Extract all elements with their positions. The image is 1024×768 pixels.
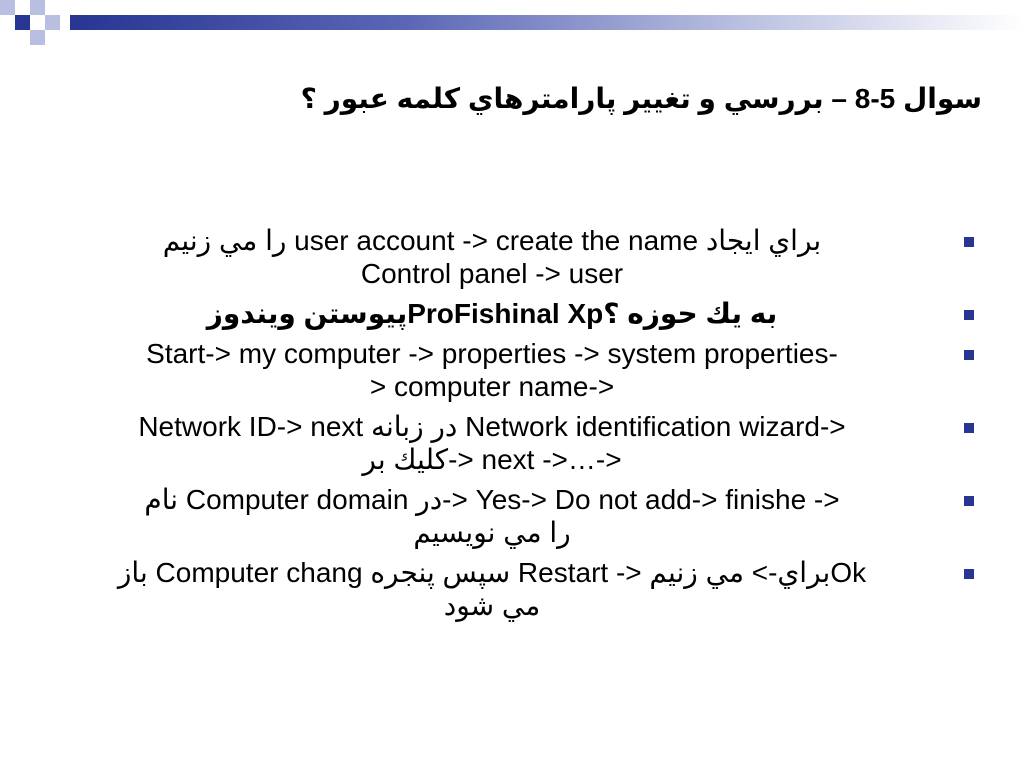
bullet-item [40,337,980,403]
bullet-item [40,410,980,476]
square-bullet-icon [964,496,974,506]
square-bullet-icon [964,350,974,360]
bullet-item [40,556,980,622]
bullet-line: را مي زنيم user account -> create the name براي ايجاد [162,225,822,256]
deco-square [0,30,15,45]
bullet-line: مي شود [443,590,541,621]
square-bullet-icon [964,237,974,247]
deco-square [15,15,30,30]
bullet-line: كليك بر-> next ->…-> [362,444,622,475]
bullet-line: پيوستن ويندوزProFishinal Xpبه يك حوزه ؟ [206,298,778,329]
square-bullet-icon [964,310,974,320]
header-gradient-bar [70,15,1024,30]
square-bullet-icon [964,423,974,433]
bullet-list [40,224,980,629]
slide-title: سوال 5-8 – بررسي و تغيير پارامترهاي كلمه عبور ؟ [300,83,982,114]
bullet-line: Network ID-> next در زبانه Network identification wizard-> [138,411,846,442]
bullet-line: نام Computer domain در-> Yes-> Do not add-> finishe -> [144,484,840,515]
deco-square [45,15,60,30]
deco-square [30,30,45,45]
deco-square [15,0,30,15]
deco-square [0,0,15,15]
bullet-item [40,483,980,549]
bullet-item [40,297,980,330]
bullet-line: باز Computer chang سپس پنجره Restart -> براي-> مي زنيمOk [117,557,867,588]
bullet-line: > computer name-> [369,371,615,402]
square-bullet-icon [964,569,974,579]
header-decoration [0,0,1024,50]
deco-square [30,0,45,15]
bullet-line: را مي نويسيم [413,517,571,548]
bullet-line: Start-> my computer -> properties -> system properties- [146,338,838,369]
bullet-line: Control panel -> user [360,258,624,289]
bullet-item [40,224,980,290]
